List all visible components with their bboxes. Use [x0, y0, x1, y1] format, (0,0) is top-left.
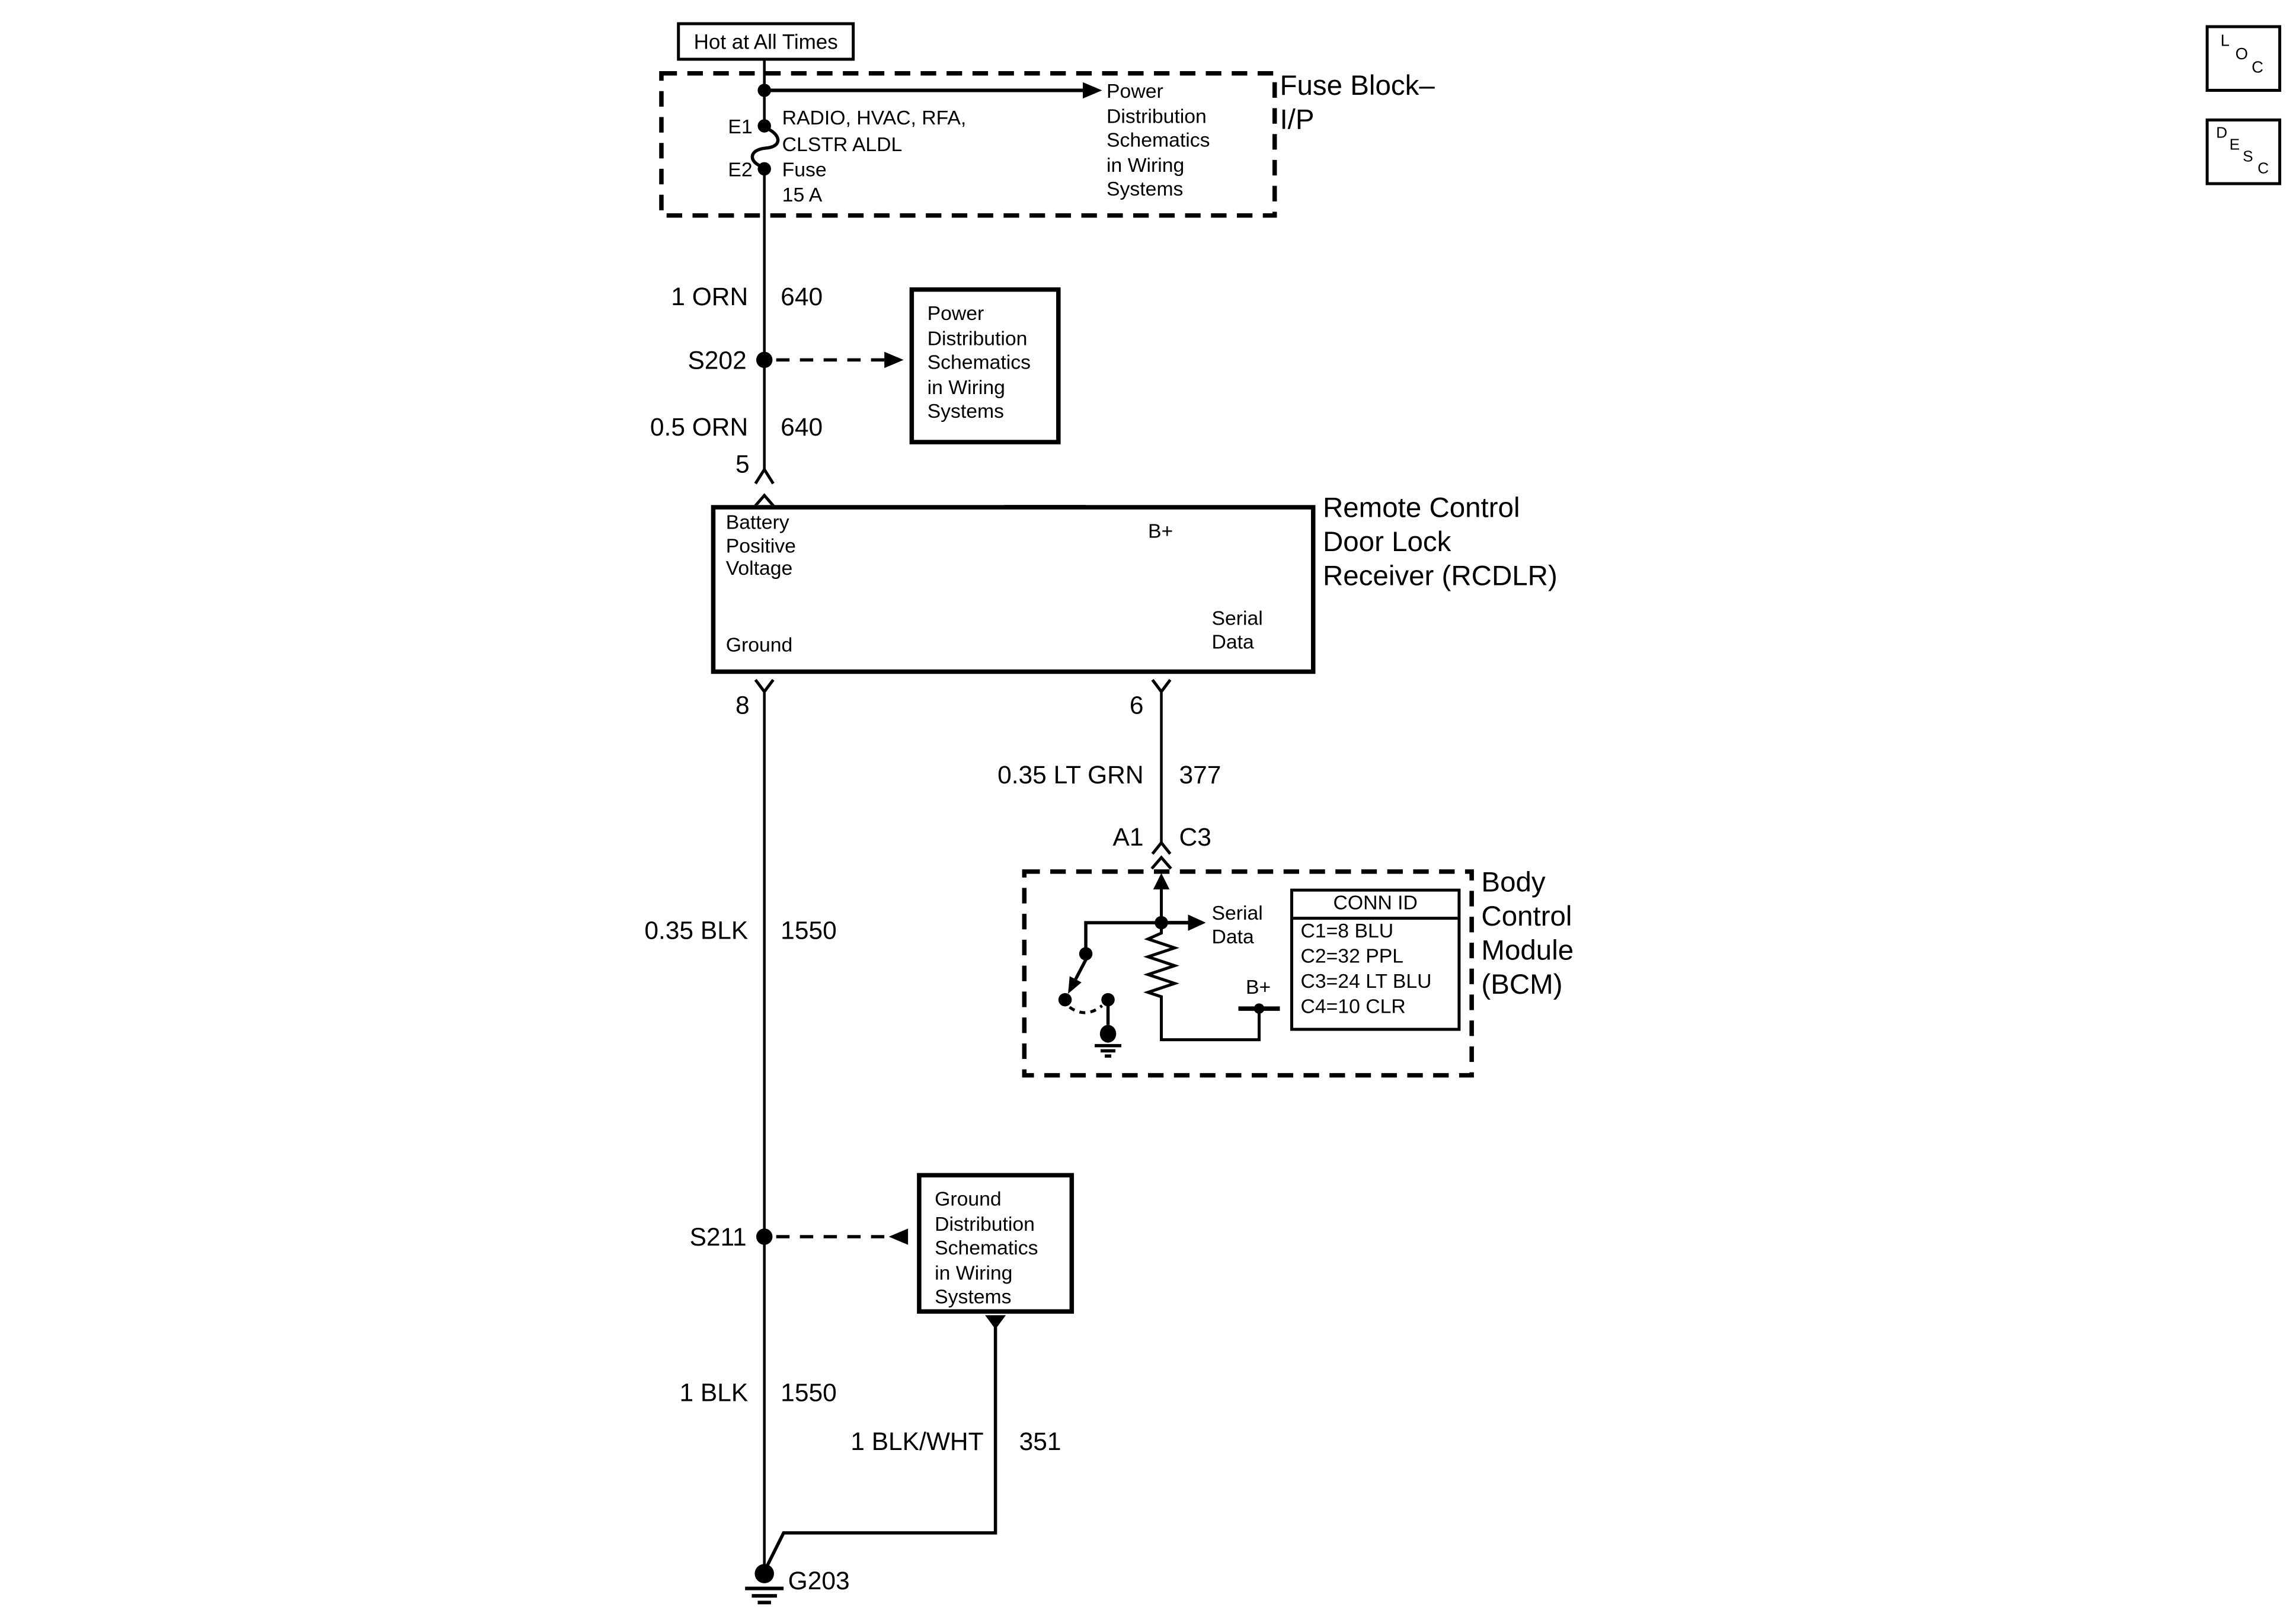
connector-pin8-icon	[756, 680, 773, 692]
desc-letter: C	[2257, 159, 2269, 178]
ref-line: Systems	[935, 1286, 1012, 1308]
bcm-bplus-icon	[1238, 1003, 1280, 1013]
pin-5-label: 5	[736, 449, 750, 478]
conn-id-row: C3=24 LT BLU	[1300, 969, 1432, 993]
pin-8-label: 8	[736, 690, 750, 719]
pin-e1-label: E1	[728, 115, 753, 138]
hot-at-all-times-box	[677, 22, 855, 60]
conn-c3-label: C3	[1179, 822, 1211, 851]
bcm-title: Body Control Module (BCM)	[1481, 868, 1574, 1001]
rcdlr-title: Remote Control Door Lock Receiver (RCDLR)	[1322, 493, 1558, 593]
ref-line: Systems	[927, 400, 1005, 423]
splice-s211-icon	[756, 1228, 908, 1244]
ref-line: Schematics	[927, 351, 1031, 374]
loc-button[interactable]	[2206, 25, 2281, 91]
desc-button[interactable]	[2206, 119, 2281, 185]
splice-s202-label: S202	[687, 345, 747, 375]
wire-label: 0.35 BLK	[644, 916, 749, 945]
rcdlr-battery-label: Battery Positive Voltage	[725, 511, 796, 580]
fuse-symbol-icon	[752, 119, 778, 175]
circuit-number: 640	[781, 282, 823, 311]
fuse-circuits-line: RADIO, HVAC, RFA,	[782, 106, 967, 129]
bcm-serial-arrow-icon	[1155, 914, 1205, 930]
connector-pin5-icon	[754, 469, 773, 506]
bcm-switch-icon	[1059, 923, 1162, 1056]
ref-line: Schematics	[935, 1237, 1038, 1259]
connector-pin6-icon	[1153, 680, 1171, 692]
desc-letter: E	[2229, 136, 2240, 154]
ref-line: Distribution	[935, 1212, 1035, 1235]
ref-line: in Wiring	[927, 376, 1005, 398]
loc-letter: L	[2220, 32, 2230, 50]
splice-s202-icon	[756, 352, 904, 368]
ground-g203-label: G203	[788, 1566, 850, 1595]
conn-id-row: C1=8 BLU	[1300, 920, 1394, 942]
ref-line: Distribution	[927, 327, 1028, 349]
rcdlr-bplus-label: B+	[1148, 520, 1173, 542]
ref-line: Power	[927, 302, 984, 325]
circuit-number: 351	[1019, 1427, 1061, 1455]
loc-letter: C	[2252, 59, 2263, 77]
rcdlr-ground-label: Ground	[725, 633, 793, 657]
fuse-word-label: Fuse	[782, 158, 827, 181]
fuse-block-title: Fuse Block– I/P	[1280, 71, 1435, 136]
bcm-entry-arrow-icon	[1153, 873, 1169, 923]
circuit-number: 1550	[781, 1378, 837, 1407]
wire-label: 1 ORN	[671, 282, 749, 311]
conn-id-row: C2=32 PPL	[1300, 945, 1404, 967]
ref-line: Ground	[935, 1188, 1002, 1211]
wire-label: 1 BLK/WHT	[850, 1427, 984, 1455]
pin-6-label: 6	[1129, 690, 1144, 719]
power-ref-arrow-icon	[757, 82, 1102, 98]
connector-a1c3-icon	[1152, 843, 1171, 869]
loc-letter: O	[2235, 46, 2248, 64]
ground-distribution-ref-box[interactable]	[917, 1173, 1074, 1314]
fuse-ref-note: Power Distribution Schematics in Wiring Systems	[1107, 79, 1210, 200]
pin-e2-label: E2	[728, 158, 753, 181]
wire-label: 1 BLK	[679, 1378, 749, 1407]
circuit-number: 1550	[781, 916, 837, 945]
desc-letter: D	[2216, 124, 2228, 142]
hot-at-all-times-label: Hot at All Times	[693, 29, 838, 53]
conn-id-header: CONN ID	[1293, 892, 1457, 920]
splice-s211-label: S211	[689, 1222, 747, 1251]
power-distribution-ref-box[interactable]	[910, 287, 1061, 444]
fuse-rating-label: 15 A	[782, 183, 823, 206]
bcm-bplus-label: B+	[1245, 976, 1271, 998]
main-power-wire	[765, 60, 1162, 1564]
wire-label: 0.5 ORN	[650, 412, 749, 441]
bcm-serial-data-label: Serial Data	[1211, 902, 1263, 948]
wire-label: 0.35 LT GRN	[997, 760, 1144, 789]
bcm-conn-id-table	[1290, 889, 1460, 1031]
rcdlr-serial-data-label: Serial Data	[1211, 607, 1263, 654]
circuit-number: 640	[781, 412, 823, 441]
ground-g203-icon	[745, 1564, 784, 1602]
desc-letter: S	[2243, 148, 2253, 166]
circuit-number: 377	[1179, 760, 1221, 789]
fuse-circuits-line: CLSTR ALDL	[782, 133, 903, 156]
conn-id-row: C4=10 CLR	[1300, 994, 1406, 1017]
ref-line: in Wiring	[935, 1261, 1013, 1284]
conn-a1-label: A1	[1112, 822, 1144, 851]
